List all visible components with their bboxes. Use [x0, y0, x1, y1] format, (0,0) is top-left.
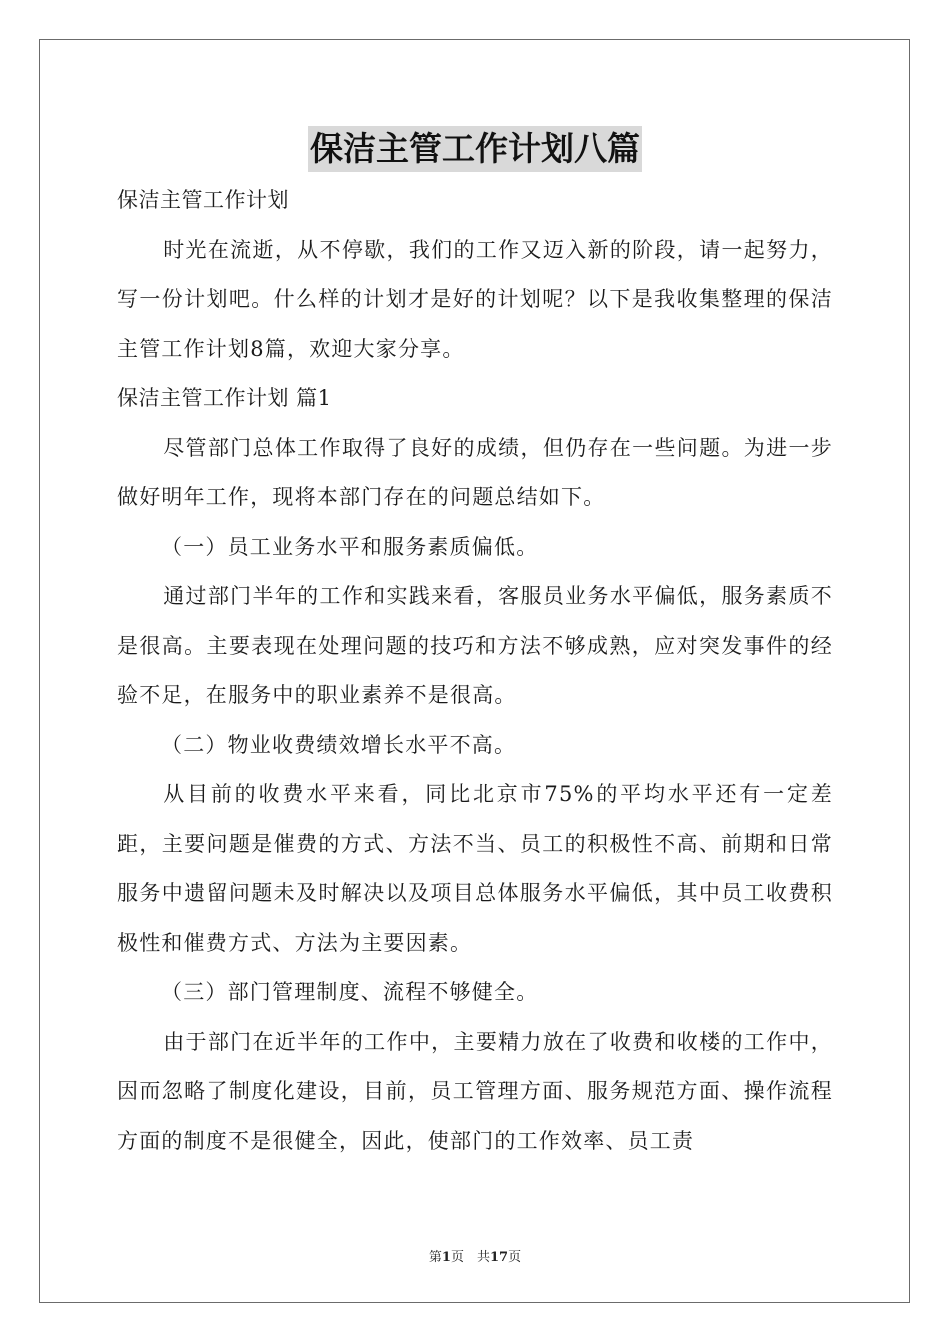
page-footer: [0, 1246, 950, 1265]
page-total: 17: [489, 1250, 509, 1265]
body-paragraph: 由于部门在近半年的工作中，主要精力放在了收费和收楼的工作中，因而忽略了制度化建设，目前，员工管理方面、服务规范方面、操作流程方面的制度不是很健全，因此，使部门的工作效率、员工责: [117, 1029, 833, 1153]
section-heading: 保洁主管工作计划: [117, 188, 289, 212]
page-suffix: 页: [508, 1250, 522, 1265]
chapter-heading: 保洁主管工作计划 篇1: [117, 386, 332, 410]
body-paragraph: 从目前的收费水平来看，同比北京市75%的平均水平还有一定差距，主要问题是催费的方式、方法不当、员工的积极性不高、前期和日常服务中遗留问题未及时解决以及项目总体服务水平偏低，其中员工收费积极性和催费方式、方法为主要因素。: [117, 782, 833, 955]
sub-heading: （三）部门管理制度、流程不够健全。: [161, 980, 539, 1004]
document-body: [117, 176, 833, 1166]
title-container: [0, 126, 950, 172]
sub-heading: （二）物业收费绩效增长水平不高。: [161, 732, 517, 757]
body-paragraph: 尽管部门总体工作取得了良好的成绩，但仍存在一些问题。为进一步做好明年工作，现将本部门存在的问题总结如下。: [117, 435, 833, 509]
page-current: 1: [441, 1250, 451, 1265]
intro-paragraph: 时光在流逝，从不停歇，我们的工作又迈入新的阶段，请一起努力，写一份计划吧。什么样的计划才是好的计划呢？以下是我收集整理的保洁主管工作计划8篇，欢迎大家分享。: [117, 237, 833, 361]
page-mid: 页 共: [450, 1250, 490, 1265]
body-paragraph: 通过部门半年的工作和实践来看，客服员业务水平偏低，服务素质不是很高。主要表现在处理问题的技巧和方法不够成熟，应对突发事件的经验不足，在服务中的职业素养不是很高。: [117, 584, 833, 707]
sub-heading: （一）员工业务水平和服务素质偏低。: [161, 534, 539, 559]
document-title: 保洁主管工作计划八篇: [308, 126, 642, 172]
page-prefix: 第: [428, 1250, 442, 1265]
